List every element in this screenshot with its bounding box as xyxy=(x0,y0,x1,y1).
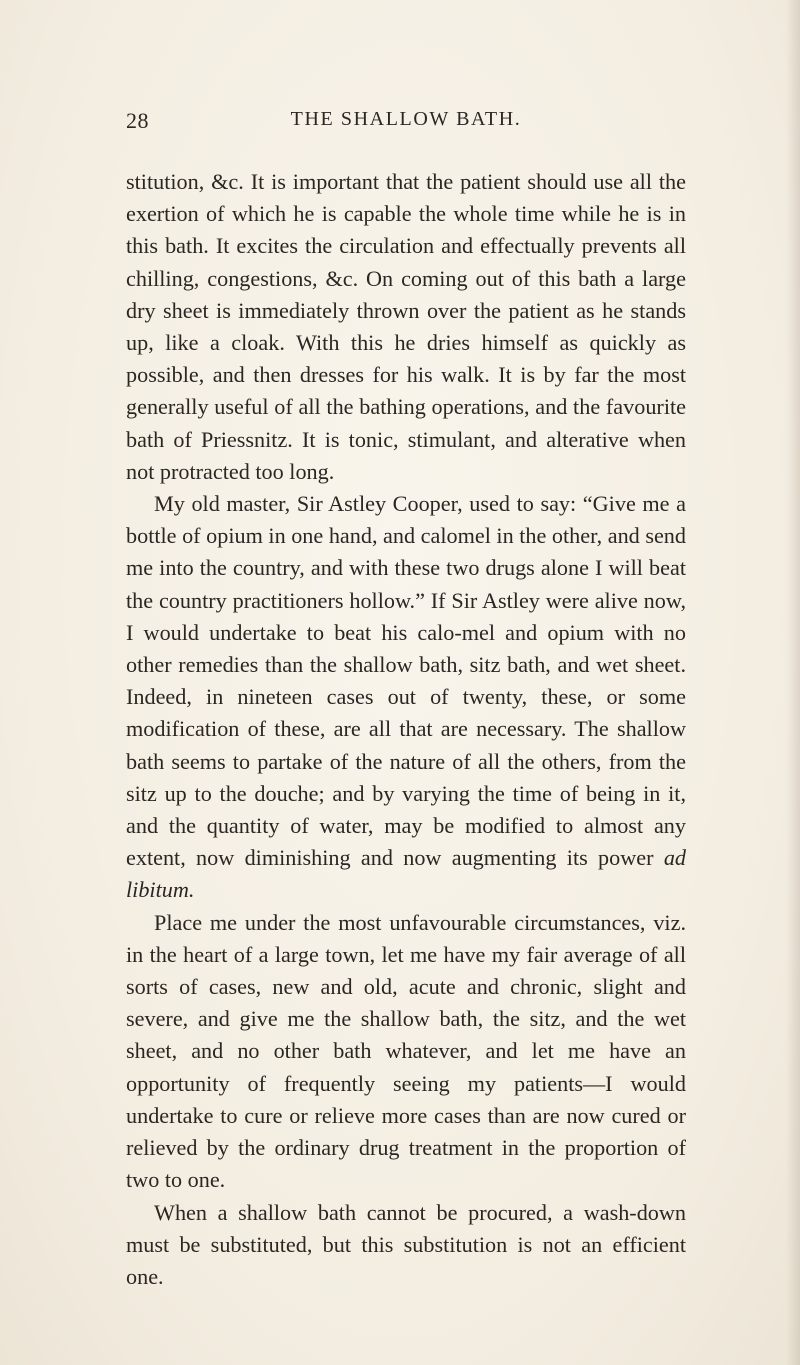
paragraph-3-text: Place me under the most unfavourable circumstances, viz. in the heart of a large town, let me have my fair average of all sorts of cases, new and old, acute and chronic, slight and severe, and give me the shallow bath, the sitz, and the wet sheet, and no other bath whatever, and let me have an opportunity of frequently seeing my patients—I would undertake to cure or relieve more cases than are now cured or relieved by the ordinary drug treatment in the proportion of two to one. xyxy=(126,909,686,1193)
paragraph-1-text: stitution, &c. It is important that the patient should use all the exertion of which he is capable the whole time while he is in this bath. It excites the circulation and effectually prevents all chilling, congestions, &c. On coming out of this bath a large dry sheet is immediately thrown over the patient as he stands up, like a cloak. With this he dries himself as quickly as possible, and then dresses for his walk. It is by far the most generally useful of all the bathing operations, and the favourite bath of Priessnitz. It is tonic, stimulant, and alterative when not protracted too long. xyxy=(126,169,686,484)
paragraph-4-text: When a shallow bath cannot be procured, a wash-down must be substituted, but this substitution is not an efficient one. xyxy=(126,1199,686,1289)
page-header xyxy=(126,108,686,138)
running-title: THE SHALLOW BATH. xyxy=(290,108,522,130)
paragraph-2 xyxy=(126,488,686,907)
page-number: 28 xyxy=(126,108,149,133)
paragraph-2-text: My old master, Sir Astley Cooper, used to say: “Give me a bottle of opium in one hand, and calomel in the other, and send me into the country, and with these two drugs alone I will beat the country practitioners hollow.” If Sir Astley were alive now, I would undertake to beat his calo-mel and opium with no other remedies than the shallow bath, sitz bath, and wet sheet. Indeed, in nineteen cases out of twenty, these, or some modification of these, are all that are necessary. The shallow bath seems to partake of the nature of all the others, from the sitz up to the douche; and by varying the time of being in it, and the quantity of water, may be modified to almost any extent, now diminishing and now augmenting its power xyxy=(126,491,686,871)
paragraph-2-italic: ad libitum. xyxy=(126,845,687,903)
body-text xyxy=(126,166,686,1293)
paragraph-4 xyxy=(126,1197,686,1294)
page-edge-shadow xyxy=(786,0,800,1365)
paragraph-1 xyxy=(126,166,686,488)
paragraph-3 xyxy=(126,907,686,1197)
